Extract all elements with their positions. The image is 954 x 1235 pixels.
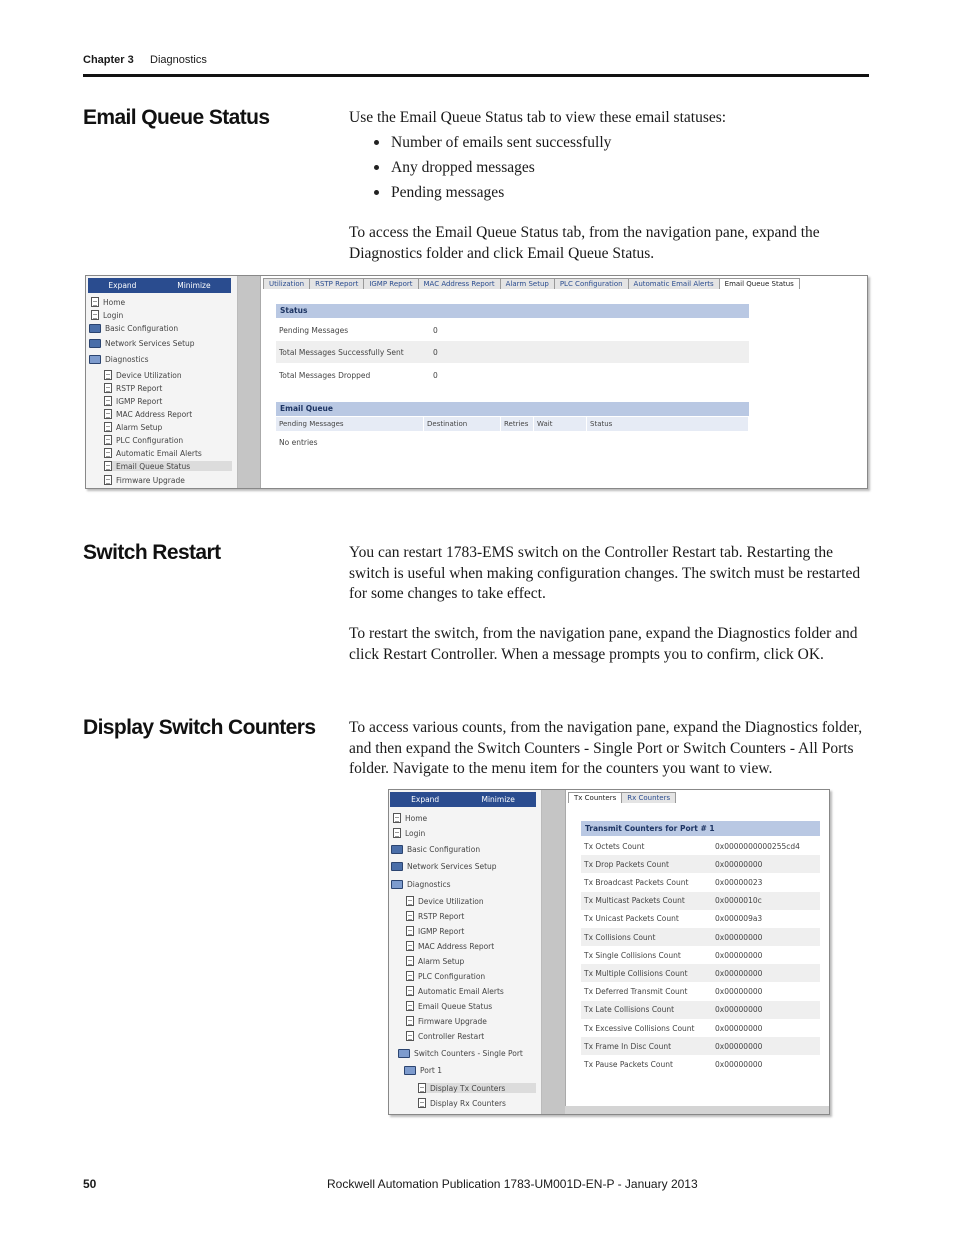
nav-basic-configuration[interactable]: Basic Configuration [89, 324, 178, 333]
list-item: Pending messages [372, 180, 611, 205]
nav-alarm-setup[interactable]: Alarm Setup [104, 422, 162, 432]
tab-strip [568, 792, 675, 803]
counter-value: 0x00000000 [715, 859, 763, 869]
table-row [581, 946, 820, 964]
counter-value: 0x00000000 [715, 1023, 763, 1033]
counter-value: 0x000009a3 [715, 914, 763, 924]
nav-mac-address-report[interactable]: MAC Address Report [406, 941, 494, 951]
nav-login[interactable]: Login [393, 828, 425, 838]
table-row [581, 1001, 820, 1019]
table-row: Pending Messages 0 [279, 325, 438, 335]
nav-home[interactable]: Home [91, 297, 125, 307]
counter-value: 0x00000000 [715, 1059, 763, 1069]
nav-device-utilization[interactable]: Device Utilization [406, 896, 484, 906]
content-pane [260, 276, 867, 488]
page-icon [393, 813, 401, 823]
nav-switch-counters-single-port[interactable]: Switch Counters - Single Port [398, 1049, 523, 1058]
pane-splitter[interactable] [238, 276, 260, 488]
tab-plc-configuration[interactable]: PLC Configuration [554, 278, 629, 289]
counter-label: Tx Octets Count [584, 841, 645, 851]
counter-label: Tx Drop Packets Count [584, 859, 669, 869]
minimize-button[interactable]: Minimize [481, 795, 515, 804]
counter-value: 0x00000000 [715, 950, 763, 960]
nav-controller-restart[interactable]: Controller Restart [406, 1031, 484, 1041]
nav-automatic-email-alerts[interactable]: Automatic Email Alerts [104, 448, 202, 458]
counter-value: 0x00000000 [715, 932, 763, 942]
counter-label: Tx Late Collisions Count [584, 1005, 675, 1015]
expand-button[interactable]: Expand [108, 281, 137, 290]
page-icon [104, 409, 112, 419]
folder-icon [89, 339, 101, 348]
nav-home[interactable]: Home [393, 813, 427, 823]
page-icon [406, 1001, 414, 1011]
table-row [581, 1037, 820, 1055]
counter-label: Tx Frame In Disc Count [584, 1041, 672, 1051]
switch-counters-screenshot [388, 789, 830, 1115]
table-row [581, 837, 820, 855]
table-row [581, 910, 820, 928]
column-header: Status [587, 417, 749, 431]
nav-login[interactable]: Login [91, 310, 123, 320]
counter-label: Tx Excessive Collisions Count [584, 1023, 695, 1033]
counter-value: 0x00000000 [715, 968, 763, 978]
nav-rstp-report[interactable]: RSTP Report [406, 911, 464, 921]
nav-plc-configuration[interactable]: PLC Configuration [104, 435, 183, 445]
page-icon [406, 971, 414, 981]
folder-open-icon [391, 880, 403, 889]
folder-open-icon [89, 355, 101, 364]
nav-email-queue-status[interactable]: Email Queue Status [406, 1001, 492, 1011]
page-icon [406, 956, 414, 966]
pane-splitter[interactable] [542, 790, 565, 1114]
tab-utilization[interactable]: Utilization [263, 278, 310, 289]
email-status-list [372, 130, 611, 205]
table-row [581, 983, 820, 1001]
table-row [581, 873, 820, 891]
table-row [581, 892, 820, 910]
chapter-label: Chapter 3 [83, 54, 134, 66]
counter-label: Tx Broadcast Packets Count [584, 877, 689, 887]
counter-label: Tx Single Collisions Count [584, 950, 681, 960]
minimize-button[interactable]: Minimize [177, 281, 211, 290]
switch-restart-heading: Switch Restart [83, 541, 221, 564]
page-icon [91, 310, 99, 320]
counters-table-header: Transmit Counters for Port # 1 [581, 821, 820, 836]
counter-value: 0x0000010c [715, 896, 762, 906]
navigation-pane [389, 790, 542, 1114]
table-row [581, 964, 820, 982]
counter-label: Tx Pause Packets Count [584, 1059, 673, 1069]
status-section-header: Status [276, 304, 749, 318]
page-icon [104, 370, 112, 380]
nav-plc-configuration[interactable]: PLC Configuration [406, 971, 485, 981]
tab-rx-counters[interactable]: Rx Counters [621, 792, 676, 803]
nav-network-services-setup[interactable]: Network Services Setup [89, 339, 195, 348]
nav-basic-configuration[interactable]: Basic Configuration [391, 845, 480, 854]
tab-igmp-report[interactable]: IGMP Report [363, 278, 418, 289]
nav-alarm-setup[interactable]: Alarm Setup [406, 956, 464, 966]
table-row: Total Messages Dropped 0 [279, 370, 438, 380]
table-row [581, 1019, 820, 1037]
table-row: Total Messages Successfully Sent 0 [276, 341, 749, 363]
email-queue-heading: Email Queue Status [83, 106, 270, 129]
tab-automatic-email-alerts[interactable]: Automatic Email Alerts [628, 278, 720, 289]
nav-mac-address-report[interactable]: MAC Address Report [104, 409, 192, 419]
nav-igmp-report[interactable]: IGMP Report [104, 396, 162, 406]
email-queue-section-header: Email Queue [276, 402, 749, 416]
counters-heading: Display Switch Counters [83, 716, 316, 739]
column-header: Pending Messages [276, 417, 424, 431]
folder-icon [391, 862, 403, 871]
content-pane [565, 790, 829, 1106]
page-icon [406, 911, 414, 921]
tab-email-queue-status[interactable]: Email Queue Status [719, 278, 800, 289]
counter-value: 0x00000000 [715, 1041, 763, 1051]
page-icon [406, 1016, 414, 1026]
nav-display-tx-counters[interactable]: Display Tx Counters [418, 1083, 536, 1093]
page-icon [406, 926, 414, 936]
page-icon [406, 1031, 414, 1041]
switch-restart-para-2: To restart the switch, from the navigation pane, expand the Diagnostics folder and click Restart Controller. When a message prompts you to confirm, click OK. [349, 625, 858, 663]
page-icon [104, 383, 112, 393]
empty-message: No entries [279, 437, 318, 447]
nav-display-rx-counters[interactable]: Display Rx Counters [418, 1098, 506, 1108]
list-item: Any dropped messages [372, 155, 611, 180]
folder-icon [89, 324, 101, 333]
nav-network-services-setup[interactable]: Network Services Setup [391, 862, 497, 871]
nav-diagnostics[interactable]: Diagnostics [391, 880, 451, 889]
tab-alarm-setup[interactable]: Alarm Setup [500, 278, 555, 289]
counter-label: Tx Unicast Packets Count [584, 914, 679, 924]
table-row [581, 1055, 820, 1073]
tab-strip [263, 278, 799, 289]
nav-device-utilization[interactable]: Device Utilization [104, 370, 182, 380]
counter-label: Tx Collisions Count [584, 932, 656, 942]
page-icon [91, 297, 99, 307]
page-icon [393, 828, 401, 838]
page-icon [104, 422, 112, 432]
nav-automatic-email-alerts[interactable]: Automatic Email Alerts [406, 986, 504, 996]
folder-open-icon [404, 1066, 416, 1075]
email-queue-screenshot [85, 275, 868, 489]
folder-icon [391, 845, 403, 854]
counter-label: Tx Multiple Collisions Count [584, 968, 688, 978]
page-icon [104, 461, 112, 471]
counter-value: 0x00000000 [715, 987, 763, 997]
column-header: Wait [534, 417, 587, 431]
nav-firmware-upgrade[interactable]: Firmware Upgrade [406, 1016, 487, 1026]
email-queue-access: To access the Email Queue Status tab, from the navigation pane, expand the Diagnostics folder and click Email Queue Status. [349, 224, 820, 262]
counter-value: 0x00000000 [715, 1005, 763, 1015]
counter-value: 0x00000023 [715, 877, 763, 887]
nav-firmware-upgrade[interactable]: Firmware Upgrade [104, 475, 185, 485]
page-icon [406, 896, 414, 906]
expand-button[interactable]: Expand [411, 795, 440, 804]
list-item: Number of emails sent successfully [372, 130, 611, 155]
table-row [581, 855, 820, 873]
page-icon [104, 448, 112, 458]
email-queue-intro: Use the Email Queue Status tab to view these email statuses: [349, 109, 727, 126]
counter-value: 0x0000000000255cd4 [715, 841, 800, 851]
page-icon [104, 475, 112, 485]
publication-info: Rockwell Automation Publication 1783-UM001D-EN-P - January 2013 [327, 1177, 698, 1191]
header-rule [83, 74, 869, 77]
page-icon [406, 941, 414, 951]
counter-label: Tx Multicast Packets Count [584, 896, 685, 906]
nav-diagnostics[interactable]: Diagnostics [89, 355, 149, 364]
nav-igmp-report[interactable]: IGMP Report [406, 926, 464, 936]
nav-rstp-report[interactable]: RSTP Report [104, 383, 162, 393]
section-label: Diagnostics [150, 54, 207, 66]
counters-para: To access various counts, from the navigation pane, expand the Diagnostics folder, and then expand the Switch Counters - Single Port or Switch Counters - All Ports folder. Navigate to the menu item for the counters you want to view. [349, 719, 863, 777]
page-icon [406, 986, 414, 996]
page-icon [418, 1083, 426, 1093]
column-header: Destination [424, 417, 501, 431]
nav-port-1[interactable]: Port 1 [404, 1066, 442, 1075]
page-icon [104, 435, 112, 445]
page-icon [418, 1098, 426, 1108]
counter-label: Tx Deferred Transmit Count [584, 987, 688, 997]
page-number: 50 [83, 1177, 97, 1191]
page-icon [104, 396, 112, 406]
table-row [581, 928, 820, 946]
navigation-pane [86, 276, 238, 488]
switch-restart-para-1: You can restart 1783-EMS switch on the Controller Restart tab. Restarting the switch is useful when making configuration changes. The switch must be restarted for some changes to take effect. [349, 544, 861, 602]
folder-open-icon [398, 1049, 410, 1058]
column-header: Retries [501, 417, 534, 431]
nav-email-queue-status[interactable]: Email Queue Status [104, 461, 232, 471]
tab-rstp-report[interactable]: RSTP Report [309, 278, 364, 289]
tab-mac-address-report[interactable]: MAC Address Report [418, 278, 501, 289]
tab-tx-counters[interactable]: Tx Counters [568, 792, 622, 803]
